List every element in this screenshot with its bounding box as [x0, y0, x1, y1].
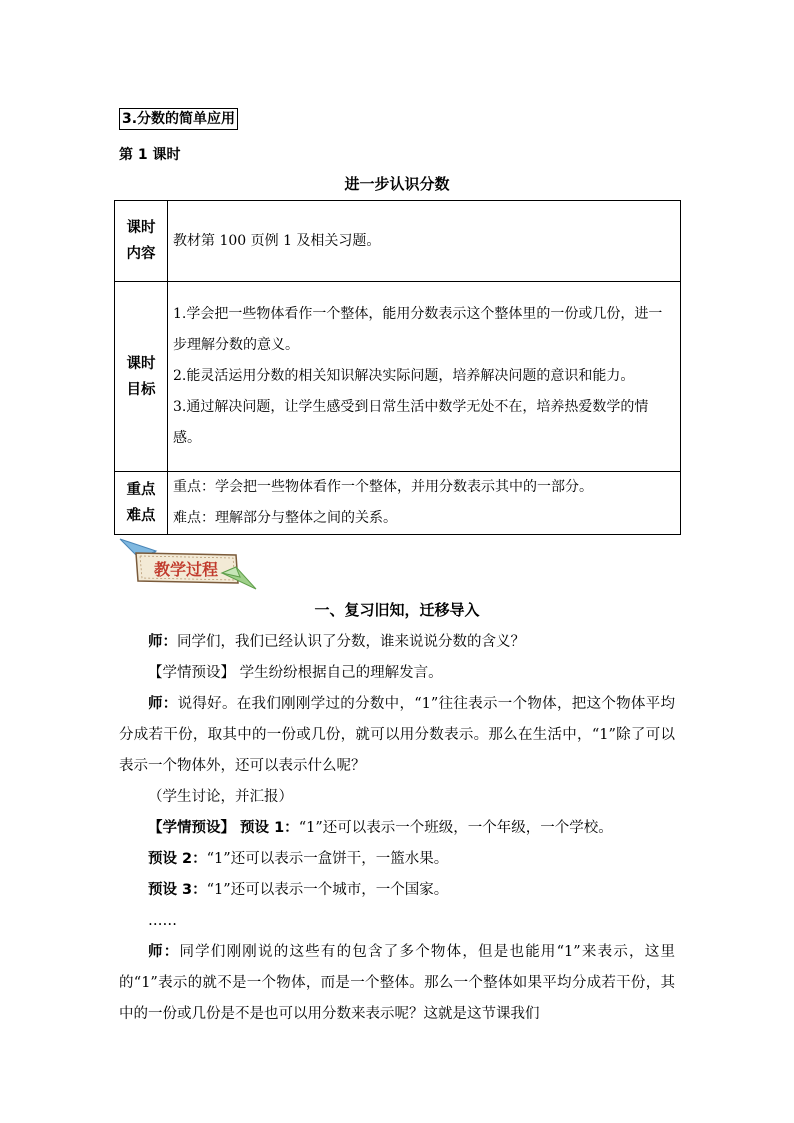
- speaker-label: 预设 2：: [148, 851, 207, 867]
- paragraph: [119, 875, 675, 906]
- goals-header-line1: 课时: [126, 355, 156, 372]
- content-row: [115, 201, 681, 282]
- badge-label: 教学过程: [153, 560, 219, 579]
- difficult-point: 难点：理解部分与整体之间的关系。: [173, 510, 397, 526]
- paragraph: [119, 627, 675, 658]
- process-body: [119, 627, 675, 1030]
- keypoints-header: [115, 472, 168, 535]
- goal-item: 1.学会把一些物体看作一个整体，能用分数表示这个整体里的一份或几份，进一步理解分数的意义。: [173, 306, 663, 353]
- paragraph: [119, 782, 675, 813]
- paragraph-text: “1”还可以表示一盒饼干，一篮水果。: [206, 851, 449, 867]
- content-text: 教材第 100 页例 1 及相关习题。: [168, 201, 681, 282]
- speaker-label: 预设 3：: [148, 882, 207, 898]
- paragraph-text: ……: [148, 913, 177, 929]
- lesson-info-table: [114, 200, 681, 535]
- paragraph: [119, 658, 675, 689]
- lesson-number: 第 1 课时: [119, 147, 181, 163]
- goals-header-line2: 目标: [126, 381, 156, 398]
- paragraph: [119, 813, 675, 844]
- speaker-label: 师：: [148, 944, 180, 960]
- key-point: 重点：学会把一些物体看作一个整体，并用分数表示其中的一部分。: [173, 479, 593, 495]
- paragraph: [119, 906, 675, 937]
- speaker-label: 师：: [148, 696, 178, 712]
- paragraph: [119, 844, 675, 875]
- content-header: [115, 201, 168, 282]
- keypoints-header-line2: 难点: [126, 508, 156, 524]
- speaker-label: 【学情预设】 预设 1：: [148, 820, 299, 836]
- paragraph-text: 学生纷纷根据自己的理解发言。: [235, 665, 443, 681]
- paragraph-text: 同学们刚刚说的这些有的包含了多个物体，但是也能用“1”来表示，这里的“1”表示的就不是一个物体，而是一个整体。那么一个整体如果平均分成若干份，其中的一份或几份是不是也可以用分数来表示呢？这就是这节课我们: [119, 944, 675, 1022]
- goals-cell: [168, 282, 681, 472]
- goal-item: 3.通过解决问题，让学生感受到日常生活中数学无处不在，培养热爱数学的情感。: [173, 399, 649, 446]
- paragraph: [119, 689, 675, 782]
- content-header-line1: 课时: [126, 220, 156, 236]
- keypoints-header-line1: 重点: [126, 482, 156, 498]
- paper-plane-badge-graphic: [118, 537, 258, 591]
- goals-header: [115, 282, 168, 472]
- paragraph-text: 同学们，我们已经认识了分数，谁来说说分数的含义？: [177, 634, 525, 650]
- part-title: 一、复习旧知，迁移导入: [314, 601, 480, 619]
- goal-item: 2.能灵活运用分数的相关知识解决实际问题，培养解决问题的意识和能力。: [173, 368, 635, 384]
- paragraph-text: 说得好。在我们刚刚学过的分数中，“1”往往表示一个物体，把这个物体平均分成若干份，取其中的一份或几份，就可以用分数表示。那么在生活中，“1”除了可以表示一个物体外，还可以表示什么呢？: [119, 696, 675, 774]
- paragraph: [119, 937, 675, 1030]
- keypoints-cell: [168, 472, 681, 535]
- lesson-title: 进一步认识分数: [344, 175, 450, 193]
- speaker-label: 【学情预设】: [148, 665, 235, 681]
- paragraph-text: “1”还可以表示一个城市，一个国家。: [206, 882, 449, 898]
- paragraph-text: “1”还可以表示一个班级，一个年级，一个学校。: [298, 820, 613, 836]
- teaching-process-badge: [118, 537, 258, 591]
- speaker-label: 师：: [148, 634, 177, 650]
- paragraph-text: （学生讨论，并汇报）: [148, 789, 293, 805]
- keypoints-row: [115, 472, 681, 535]
- content-header-line2: 内容: [126, 246, 156, 262]
- section-label: 3.分数的简单应用: [119, 108, 238, 130]
- goals-row: [115, 282, 681, 472]
